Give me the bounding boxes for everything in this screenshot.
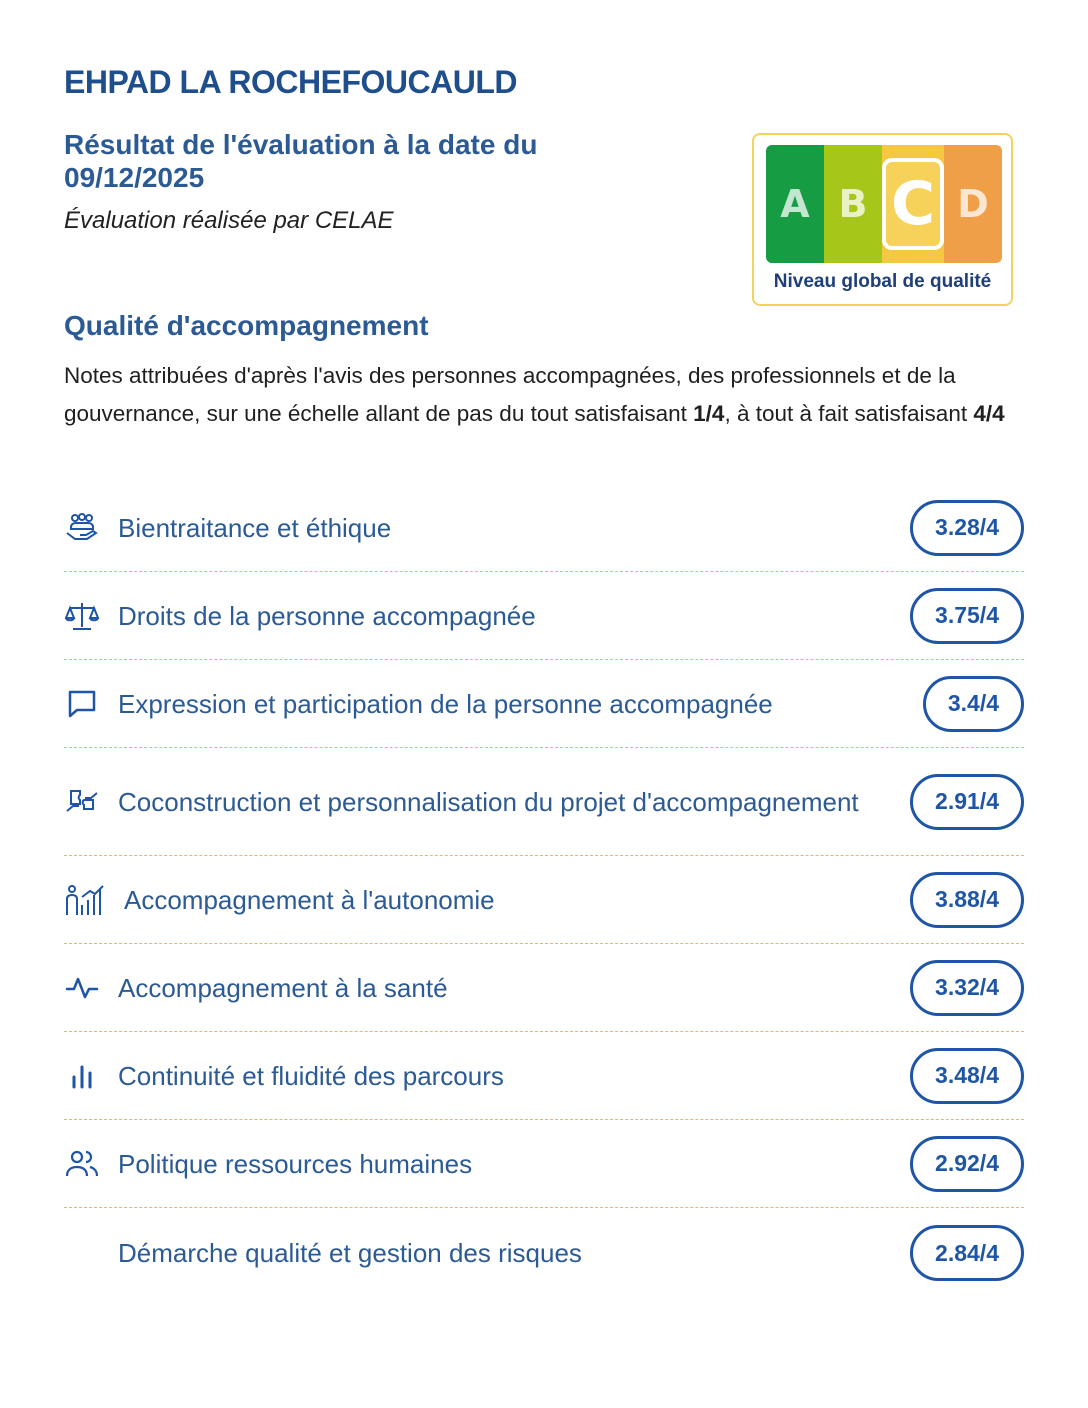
users-icon xyxy=(64,1146,100,1182)
criteria-row xyxy=(64,944,1024,1032)
quality-level-badge xyxy=(752,133,1013,306)
quality-scale xyxy=(766,145,1002,263)
criteria-score: 3.88/4 xyxy=(910,872,1024,928)
criteria-score: 2.92/4 xyxy=(910,1136,1024,1192)
selected-grade: C xyxy=(882,158,944,250)
puzzle-hands-icon xyxy=(64,784,100,820)
criteria-label: Démarche qualité et gestion des risques xyxy=(118,1238,582,1268)
scale-min: 1/4 xyxy=(693,401,725,426)
criteria-row xyxy=(64,856,1024,944)
criteria-label: Politique ressources humaines xyxy=(118,1148,473,1179)
section-intro: Notes attribuées d'après l'avis des personnes accompagnées, des professionnels et de la gouvernance, sur une échelle allant de pas du tout satisfaisant 1/4, à tout à fait satisfaisant 4/4 xyxy=(64,363,1005,426)
scales-icon xyxy=(64,598,100,634)
bar-chart-icon xyxy=(64,1058,100,1094)
criteria-row xyxy=(64,748,1024,856)
evaluator-text: Évaluation réalisée par CELAE xyxy=(64,207,394,234)
criteria-score: 3.32/4 xyxy=(910,960,1024,1016)
criteria-label: Droits de la personne accompagnée xyxy=(118,600,536,631)
section-title: Qualité d'accompagnement xyxy=(64,310,429,341)
criteria-label: Accompagnement à l'autonomie xyxy=(124,884,495,915)
criteria-score: 3.4/4 xyxy=(923,676,1024,732)
criteria-row xyxy=(64,1208,1024,1298)
criteria-label: Bientraitance et éthique xyxy=(118,512,392,543)
page-title: EHPAD LA ROCHEFOUCAULD xyxy=(64,64,517,100)
pulse-icon xyxy=(64,970,100,1006)
criteria-label: Accompagnement à la santé xyxy=(118,972,448,1003)
criteria-score: 2.84/4 xyxy=(910,1225,1024,1281)
criteria-label: Continuité et fluidité des parcours xyxy=(118,1060,504,1091)
criteria-score: 3.28/4 xyxy=(910,500,1024,556)
criteria-row xyxy=(64,1032,1024,1120)
person-growth-chart-icon xyxy=(64,882,106,918)
criteria-label: Expression et participation de la personne accompagnée xyxy=(118,688,773,719)
blank-icon-slot xyxy=(64,1235,100,1271)
criteria-label: Coconstruction et personnalisation du projet d'accompagnement xyxy=(118,786,859,817)
scale-max: 4/4 xyxy=(973,401,1005,426)
grade-b: B xyxy=(824,145,882,263)
grade-a: A xyxy=(766,145,824,263)
evaluation-date: Résultat de l'évaluation à la date du 09/12/2025 xyxy=(64,129,538,193)
criteria-score: 3.75/4 xyxy=(910,588,1024,644)
grade-d: D xyxy=(944,145,1002,263)
helping-hands-icon xyxy=(64,510,100,546)
criteria-score: 2.91/4 xyxy=(910,774,1024,830)
grade-c-selected xyxy=(882,145,944,263)
speech-bubble-icon xyxy=(64,686,100,722)
badge-caption: Niveau global de qualité xyxy=(773,271,992,292)
criteria-row xyxy=(64,660,1024,748)
criteria-score: 3.48/4 xyxy=(910,1048,1024,1104)
criteria-row xyxy=(64,1120,1024,1208)
criteria-row xyxy=(64,572,1024,660)
criteria-row xyxy=(64,484,1024,572)
